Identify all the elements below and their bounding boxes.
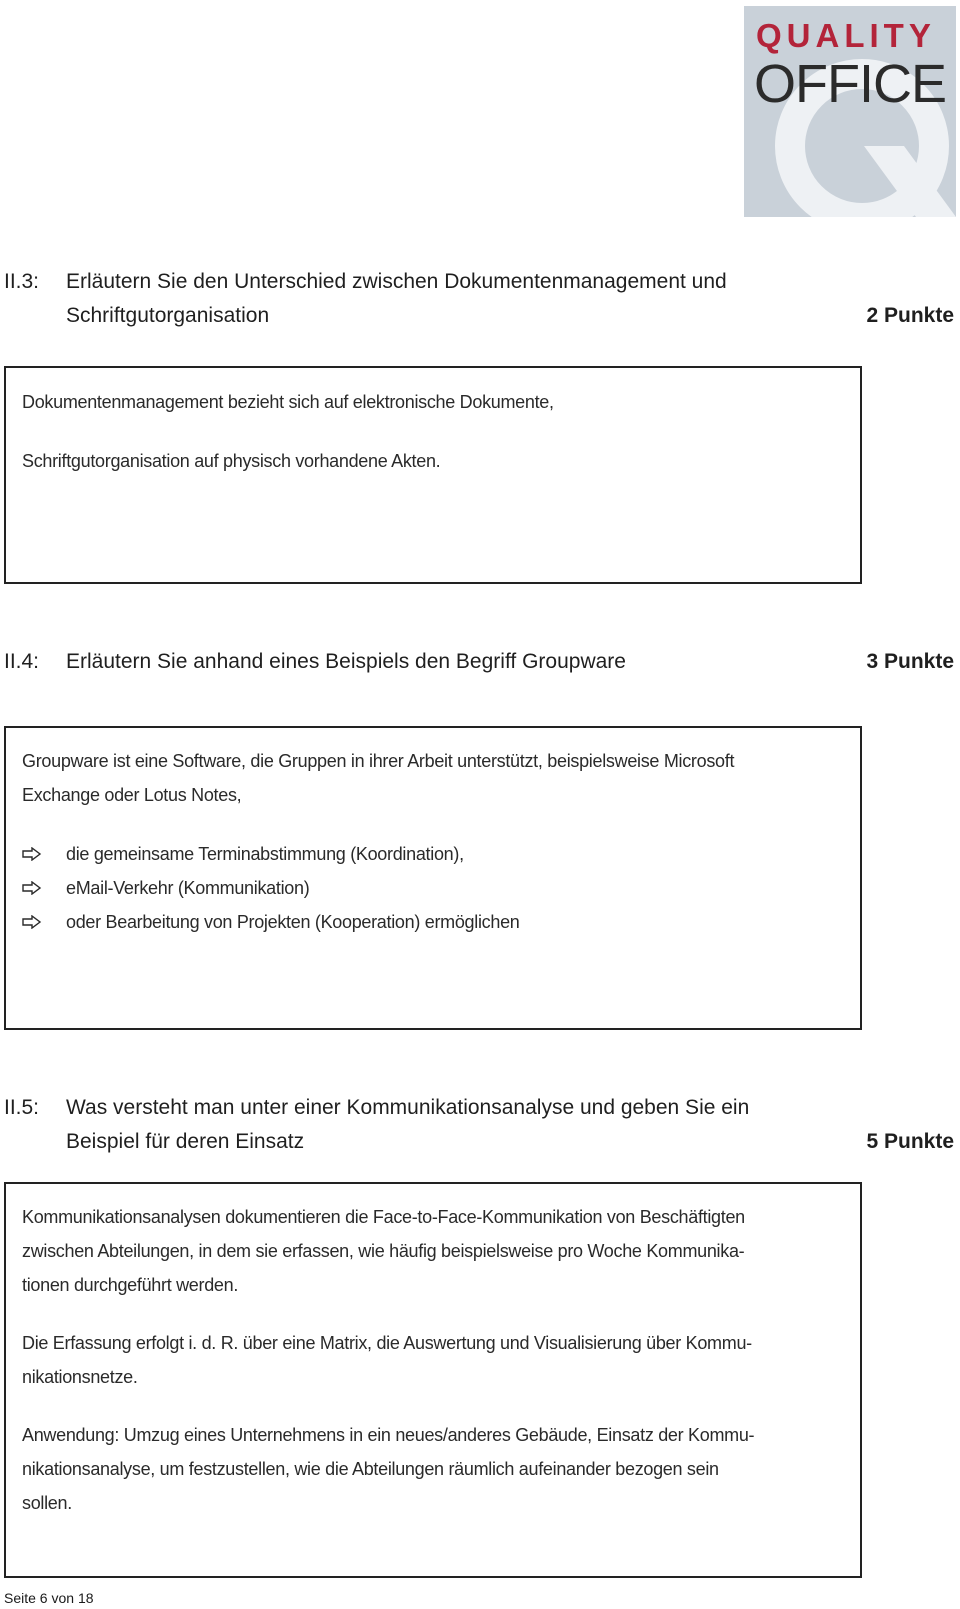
question-title-line: Erläutern Sie den Unterschied zwischen Dokumentenmanagement und [66,270,727,293]
list-item-text: die gemeinsame Terminabstimmung (Koordination), [66,844,464,864]
question-title-line: Erläutern Sie anhand eines Beispiels den Begriff Groupware [66,650,626,673]
list-item-text: oder Bearbeitung von Projekten (Kooperation) ermöglichen [66,912,520,932]
question-title-line: Beispiel für deren Einsatz [66,1130,305,1153]
question-2-5-heading [4,1090,954,1160]
list-item [22,905,842,940]
logo-quality-text: QUALITY [756,17,936,54]
question-points: 5 Punkte [866,1130,954,1153]
answer-line: Exchange oder Lotus Notes, [22,785,242,805]
arrow-right-icon [22,881,42,895]
answer-line: Kommunikationsanalysen dokumentieren die Face-to-Face-Kommunikation von Beschäftigten [22,1207,745,1227]
quality-office-logo [744,6,956,217]
answer-box-2-5 [4,1182,862,1578]
question-title-line: Was versteht man unter einer Kommunikationsanalyse und geben Sie ein [66,1096,750,1119]
list-item [22,871,842,906]
answer-line: Dokumentenmanagement bezieht sich auf elektronische Dokumente, [22,392,554,412]
question-2-4-heading [4,644,954,680]
answer-line: Die Erfassung erfolgt i. d. R. über eine Matrix, die Auswertung und Visualisierung über Kommu- [22,1333,752,1353]
answer-line: Schriftgutorganisation auf physisch vorhandene Akten. [22,451,441,471]
list-item [22,837,842,872]
answer-line: sollen. [22,1493,72,1513]
question-number: II.4: [4,650,40,673]
answer-box-2-4 [4,726,862,1030]
answer-box-2-3 [4,366,862,584]
question-title-line: Schriftgutorganisation [66,304,270,327]
answer-line: tionen durchgeführt werden. [22,1275,239,1295]
question-number: II.5: [4,1096,40,1119]
arrow-right-icon [22,915,42,929]
question-2-3-heading [4,264,954,334]
logo-office-text: OFFICE [754,54,946,114]
answer-line: nikationsnetze. [22,1367,138,1387]
list-item-text: eMail-Verkehr (Kommunikation) [66,878,310,898]
question-points: 3 Punkte [866,650,954,673]
arrow-right-icon [22,847,42,861]
answer-line: zwischen Abteilungen, in dem sie erfassen, wie häufig beispielsweise pro Woche Kommunika- [22,1241,745,1261]
answer-line: Groupware ist eine Software, die Gruppen in ihrer Arbeit unterstützt, beispielsweise Microsoft [22,751,735,771]
question-points: 2 Punkte [866,304,954,327]
answer-line: nikationsanalyse, um festzustellen, wie die Abteilungen räumlich aufeinander bezogen sein [22,1459,719,1479]
question-number: II.3: [4,270,40,293]
answer-line: Anwendung: Umzug eines Unternehmens in ein neues/anderes Gebäude, Einsatz der Kommu- [22,1425,755,1445]
page-number: Seite 6 von 18 [4,1590,94,1606]
